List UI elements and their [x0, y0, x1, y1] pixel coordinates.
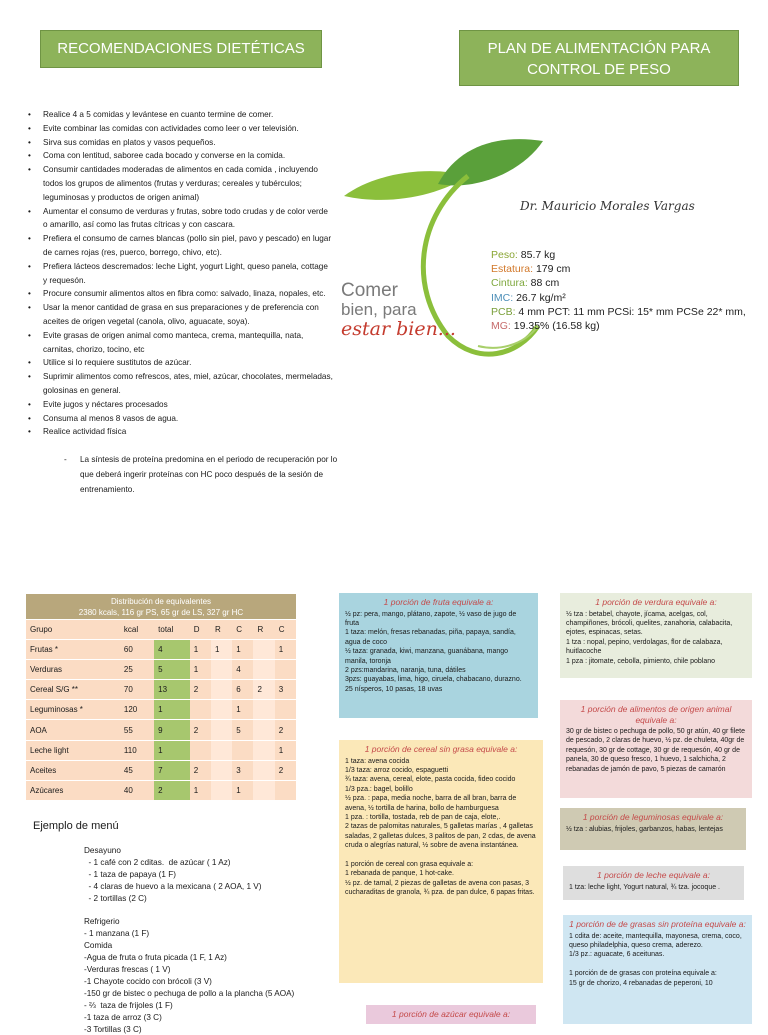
table-cell: 1 [275, 740, 296, 760]
bullet-icon: • [28, 151, 31, 161]
table-header-cell: total [154, 620, 190, 640]
menu-line: - 1 taza de papaya (1 F) [84, 869, 176, 879]
box-title: 1 porción de azúcar equivale a: [391, 1009, 511, 1019]
stat-value: 85.7 kg [517, 249, 556, 261]
list-item [28, 412, 334, 426]
box-leguminosas [560, 808, 746, 850]
table-cell: 4 [232, 660, 253, 680]
stat-label: Cintura: [491, 277, 528, 290]
recommendation-text: Evite jugos y néctares procesados [43, 399, 168, 409]
box-line: ½ pz. de tamal, 2 piezas de galletas de avena con pasas, 3 cucharaditas de granola, ¾ pza. de pan dulce, 6 papas fritas. [345, 879, 535, 897]
patient-stats [491, 248, 746, 333]
table-cell: 1 [232, 700, 253, 720]
table-cell [253, 700, 274, 720]
box-title: 1 porción de verdura equivale a: [595, 597, 717, 607]
bullet-icon: • [28, 137, 31, 147]
stat-label: PCB: [491, 305, 516, 318]
list-item [28, 122, 334, 136]
table-cell: 4 [154, 640, 190, 660]
table-header-cell: D [190, 620, 211, 640]
list-item [28, 356, 334, 370]
box-line: ½ pz: pera, mango, plátano, zapote, ½ vaso de jugo de fruta [345, 610, 517, 627]
bullet-icon: • [28, 413, 31, 423]
menu-line: Comida [84, 941, 113, 951]
table-row [26, 780, 296, 800]
box-line: 2 tazas de palomitas naturales, 5 galletas marías , 4 galletas saladas, 2 galletas dulces, 3 palitos de pan, 2 cdas, de avena cruda o alegrías natural, ½ sobre de avena instantánea. [345, 823, 536, 850]
table-cell: 1 [211, 640, 232, 660]
table-cell [253, 760, 274, 780]
table-cell: 1 [154, 740, 190, 760]
recommendation-text: Procure consumir alimentos altos en fibra como: salvado, linaza, nopales, etc. [43, 289, 326, 299]
box-line: 25 nísperos, 10 pasas, 18 uvas [345, 685, 443, 693]
table-header-cell: C [275, 620, 296, 640]
menu-line: -3 Tortillas (3 C) [84, 1024, 142, 1034]
table-cell: 45 [120, 760, 154, 780]
table-cell: 1 [232, 640, 253, 660]
box-title: 1 porción de de grasas sin proteína equivale a: [569, 919, 746, 929]
box-line: 2 pzs:mandarina, naranja, tuna, dátiles [345, 666, 466, 674]
recommendation-text: Suprimir alimentos como refrescos, ates, miel, azúcar, chocolates, mermeladas, golosinas en general. [43, 372, 333, 395]
slogan-line2: bien, para [341, 300, 417, 319]
list-item [28, 205, 334, 233]
table-header-cell: C [232, 620, 253, 640]
list-item [28, 108, 334, 122]
box-cereal [339, 740, 543, 983]
table-cell: 7 [154, 760, 190, 780]
table-row [26, 760, 296, 780]
equivalents-subtitle: 2380 kcals, 116 gr PS, 65 gr de LS, 327 gr HC [78, 607, 244, 617]
stat-value: 19.35% (16.58 kg) [510, 320, 600, 333]
bullet-icon: • [28, 358, 31, 368]
table-cell: Leguminosas * [26, 700, 120, 720]
equivalents-table [26, 594, 296, 801]
box-verdura [560, 593, 752, 678]
table-row [26, 700, 296, 720]
table-cell: 1 [275, 640, 296, 660]
box-line: ½ tza : alubias, frijoles, garbanzos, habas, lentejas [566, 825, 723, 833]
menu-title: Ejemplo de menú [33, 820, 119, 832]
box-line: 1 porción de de grasas con proteína equivale a: [569, 970, 717, 978]
table-cell: 5 [232, 720, 253, 740]
list-item [28, 425, 334, 439]
table-cell: 2 [154, 780, 190, 800]
box-line: ½ pza. : papa, media noche, barra de all bran, barra de avena, ½ tortilla de harina, bollo de hamburguesa [345, 795, 517, 812]
table-cell: 40 [120, 780, 154, 800]
table-cell: 25 [120, 660, 154, 680]
box-line: 3pzs: guayabas, lima, higo, ciruela, chabacano, durazno. [345, 676, 522, 684]
table-cell: 3 [275, 680, 296, 700]
table-row [26, 640, 296, 660]
table-cell: 1 [232, 780, 253, 800]
list-item [28, 163, 334, 204]
menu-example [84, 845, 294, 1035]
box-line: 1 taza: melón, fresas rebanadas, piña, papaya, sandía, agua de coco [345, 629, 516, 646]
menu-line: - 4 claras de huevo a la mexicana ( 2 AOA, 1 V) [84, 881, 262, 891]
list-item: - La síntesis de proteína predomina en el periodo de recuperación por lo que deberá ingerir proteínas con HC poco después de la sesión de entrenamiento. [64, 455, 338, 494]
menu-line: -1 Chayote cocido con brócoli (3 V) [84, 976, 212, 986]
box-title: 1 porción de leguminosas equivale a: [582, 812, 724, 822]
table-header-row [26, 620, 296, 640]
table-cell: 1 [190, 780, 211, 800]
table-cell [211, 760, 232, 780]
box-fruta [339, 593, 538, 718]
recommendation-text: Prefiera el consumo de carnes blancas (pollo sin piel, pavo y pescado) en lugar de carnes rojas (res, puerco, borrego, chivo, etc). [43, 234, 332, 257]
box-line: ½ tza : betabel, chayote, jícama, acelgas, col, champiñones, brócoli, quelites, zanahoria, calabacita, ejotes, espinacas, setas. [566, 610, 733, 637]
recommendation-text: Consuma al menos 8 vasos de agua. [43, 413, 179, 423]
table-cell: 6 [232, 680, 253, 700]
doctor-name: Dr. Mauricio Morales Vargas [520, 199, 695, 213]
box-line: 1 cdita de: aceite, mantequilla, mayonesa, crema, coco, queso philadelphia, queso crema, aderezo. [569, 932, 742, 949]
stat-value: 26.7 kg/m² [513, 291, 566, 304]
equivalents-title: Distribución de equivalentes [110, 596, 212, 606]
menu-line [84, 905, 294, 917]
table-cell: 1 [154, 700, 190, 720]
bullet-icon: • [28, 330, 31, 340]
recommendation-text: Aumentar el consumo de verduras y frutas, sobre todo crudas y de color verde o amarillo, así como las frutas cítricas y con cascara. [43, 206, 328, 230]
table-cell [211, 720, 232, 740]
table-header-cell: kcal [120, 620, 154, 640]
bullet-icon: • [28, 123, 31, 133]
equivalents-title-row [26, 594, 296, 620]
table-cell: 60 [120, 640, 154, 660]
box-line: 1 porción de cereal con grasa equivale a: [345, 860, 474, 868]
box-line: 30 gr de bistec o pechuga de pollo, 50 gr atún, 40 gr filete de pescado, 2 claras de huevo, ½ pz. de chuleta, 40gr de requesón, 30 gr de cottage, 30 gr de requesón, 40 gr de panela, 30 de queso fresco, 1 huevo, 1 salchicha, 2 rebanadas de jamón de pavo, 5 piezas de camarón [566, 728, 746, 773]
menu-line: -150 gr de bistec o pechuga de pollo a la plancha (5 AOA) [84, 988, 295, 998]
box-line [569, 960, 746, 969]
recommendation-text: Realice 4 a 5 comidas y levántese en cuanto termine de comer. [43, 110, 274, 119]
table-cell: 2 [275, 760, 296, 780]
list-item [28, 301, 334, 329]
bullet-icon: • [28, 234, 31, 244]
slogan-line1: Comer [341, 280, 399, 301]
table-cell [211, 740, 232, 760]
box-line: 15 gr de chorizo, 4 rebanadas de peperoni, 10 [569, 979, 713, 987]
recommendations-list [28, 108, 334, 439]
list-item [28, 287, 334, 301]
bullet-icon: • [28, 261, 31, 271]
table-cell [275, 660, 296, 680]
box-line: ½ taza: granada, kiwi, manzana, guanábana, mango manila, toronja [345, 648, 509, 665]
table-cell [211, 660, 232, 680]
bullet-icon: • [28, 289, 31, 299]
table-cell: 2 [275, 720, 296, 740]
table-cell: 13 [154, 680, 190, 700]
menu-line: - 1 café con 2 cditas. de azúcar ( 1 Az) [84, 857, 231, 867]
table-cell: 2 [190, 680, 211, 700]
menu-line: -Verduras frescas ( 1 V) [84, 965, 171, 975]
table-header-cell: R [253, 620, 274, 640]
stat-row [491, 262, 746, 276]
header-recomendaciones [40, 30, 322, 68]
menu-line: Refrigerio [84, 917, 120, 927]
list-item [28, 149, 334, 163]
stat-row [491, 291, 746, 305]
table-cell: Azúcares [26, 780, 120, 800]
recommendation-text: Evite grasas de origen animal como manteca, crema, mantequilla, nata, carnitas, chorizo, tocino, etc [43, 330, 304, 354]
table-cell [211, 700, 232, 720]
table-cell: Verduras [26, 660, 120, 680]
table-cell [253, 640, 274, 660]
stat-label: MG: [491, 320, 511, 333]
box-line: 1 pza : jitomate, cebolla, pimiento, chile poblano [566, 657, 716, 665]
stat-value: 4 mm PCT: 11 mm PCSi: 15* mm PCSe 22* mm, [515, 305, 746, 318]
box-line: 1/3 taza: arroz cocido, espaguetti [345, 766, 449, 774]
box-grasas [563, 915, 752, 1024]
table-cell: Cereal S/G ** [26, 680, 120, 700]
table-cell: 1 [190, 640, 211, 660]
table-cell [253, 780, 274, 800]
recommendation-text: Utilice si lo requiere sustitutos de azúcar. [43, 358, 192, 368]
table-row [26, 740, 296, 760]
menu-line: -1 taza de arroz (3 C) [84, 1012, 162, 1022]
table-cell: 2 [190, 720, 211, 740]
box-line: 1 rebanada de panque, 1 hot-cake. [345, 870, 454, 878]
table-cell: 5 [154, 660, 190, 680]
recommendation-text: Evite combinar las comidas con actividades como leer o ver televisión. [43, 123, 299, 133]
box-line: 1 taza: avena cocida [345, 757, 410, 765]
box-line: 1 pza. : tortilla, tostada, reb de pan de caja, elote,. [345, 813, 501, 821]
table-cell: 70 [120, 680, 154, 700]
table-cell [211, 680, 232, 700]
box-line: 1 tza: leche light, Yogurt natural, ¾ tza. jocoque . [569, 883, 720, 891]
bullet-icon: • [28, 427, 31, 437]
box-title: 1 porción de fruta equivale a: [383, 597, 494, 607]
box-title: 1 porción de alimentos de origen animal equivale a: [580, 704, 732, 725]
slogan-line3: estar bien... [341, 318, 456, 340]
table-header-cell: R [211, 620, 232, 640]
table-cell [275, 700, 296, 720]
stat-row [491, 319, 746, 333]
bullet-icon: • [28, 165, 31, 175]
table-cell [190, 740, 211, 760]
recommendation-text: Sirva sus comidas en platos y vasos pequeños. [43, 137, 216, 147]
table-cell: 2 [253, 680, 274, 700]
box-line: 1 tza : nopal, pepino, verdolagas, flor de calabaza, huitlacoche [566, 638, 723, 656]
box-animal [560, 700, 752, 798]
stat-value: 88 cm [527, 277, 560, 290]
bullet-icon: • [28, 303, 31, 313]
sub-recommendation-text: La síntesis de proteína predomina en el periodo de recuperación por lo que deberá ingerir proteínas con HC poco después de la sesión de entrenamiento. [80, 455, 338, 494]
stat-value: 179 cm [533, 263, 571, 276]
table-cell: 1 [190, 660, 211, 680]
table-cell [232, 740, 253, 760]
header-left-text: RECOMENDACIONES DIETÉTICAS [57, 40, 305, 57]
list-item [28, 232, 334, 260]
menu-line: Desayuno [84, 846, 121, 855]
stat-row [491, 276, 746, 290]
list-item [28, 398, 334, 412]
table-cell: Aceites [26, 760, 120, 780]
table-cell: 3 [232, 760, 253, 780]
list-item [28, 329, 334, 357]
table-cell: 2 [190, 760, 211, 780]
recommendation-text: Realice actividad física [43, 427, 127, 437]
header-plan [459, 30, 739, 86]
stat-label: Peso: [491, 249, 518, 261]
table-row [26, 680, 296, 700]
box-title: 1 porción de cereal sin grasa equivale a: [364, 744, 518, 754]
table-cell [275, 780, 296, 800]
menu-line: - 1 manzana (1 F) [84, 929, 150, 939]
table-cell: Frutas * [26, 640, 120, 660]
menu-line: - 2 tortillas (2 C) [84, 893, 147, 903]
stat-label: Estatura: [491, 263, 534, 276]
table-cell: Leche light [26, 740, 120, 760]
bullet-icon: • [28, 206, 31, 216]
table-cell [253, 720, 274, 740]
recommendation-text: Coma con lentitud, saboree cada bocado y converse en la comida. [43, 151, 286, 161]
list-item [28, 260, 334, 288]
stat-label: IMC: [491, 291, 514, 304]
recommendation-text: Prefiera lácteos descremados: leche Light, yogurt Light, queso panela, cottage y requesón. [43, 261, 328, 285]
table-header-cell: Grupo [26, 620, 120, 640]
bullet-icon: • [28, 372, 31, 382]
table-cell: 9 [154, 720, 190, 740]
box-line: ¾ taza: avena, cereal, elote, pasta cocida, fideo cocido [345, 776, 516, 784]
box-azucar [366, 1005, 536, 1024]
stat-row [491, 248, 746, 262]
table-cell: 110 [120, 740, 154, 760]
bullet-icon: • [28, 399, 31, 409]
table-cell: 55 [120, 720, 154, 740]
recommendation-text: Consumir cantidades moderadas de alimentos en cada comida , incluyendo todos los grupos de alimentos (frutas y verduras; cereales y tubérculos; leguminosas y productos de origen animal) [43, 165, 318, 202]
table-cell [190, 700, 211, 720]
box-leche [563, 866, 744, 900]
list-item [28, 136, 334, 150]
stat-row [491, 305, 746, 319]
table-row [26, 720, 296, 740]
box-title: 1 porción de leche equivale a: [597, 870, 710, 880]
recommendation-text: Usar la menor cantidad de grasa en sus preparaciones y de preferencia con aceites de origen vegetal (canola, olivo, aguacate, soya). [43, 303, 319, 326]
header-right-line2: CONTROL DE PESO [527, 61, 671, 78]
table-cell: AOA [26, 720, 120, 740]
box-line [345, 851, 537, 860]
table-cell [211, 780, 232, 800]
bullet-icon: • [28, 110, 31, 119]
list-item [28, 370, 334, 398]
header-right-line1: PLAN DE ALIMENTACIÓN PARA [487, 40, 711, 57]
table-cell [253, 660, 274, 680]
menu-line: -Agua de fruta o fruta picada (1 F, 1 Az) [84, 953, 227, 963]
table-row [26, 660, 296, 680]
box-line: 1/3 pza.: bagel, bolillo [345, 785, 413, 793]
table-cell [253, 740, 274, 760]
menu-line: - ⅔ taza de frijoles (1 F) [84, 1000, 173, 1010]
table-cell: 120 [120, 700, 154, 720]
box-line: 1/3 pz.: aguacate, 6 aceitunas. [569, 951, 665, 959]
sub-recommendation-list [60, 452, 338, 497]
